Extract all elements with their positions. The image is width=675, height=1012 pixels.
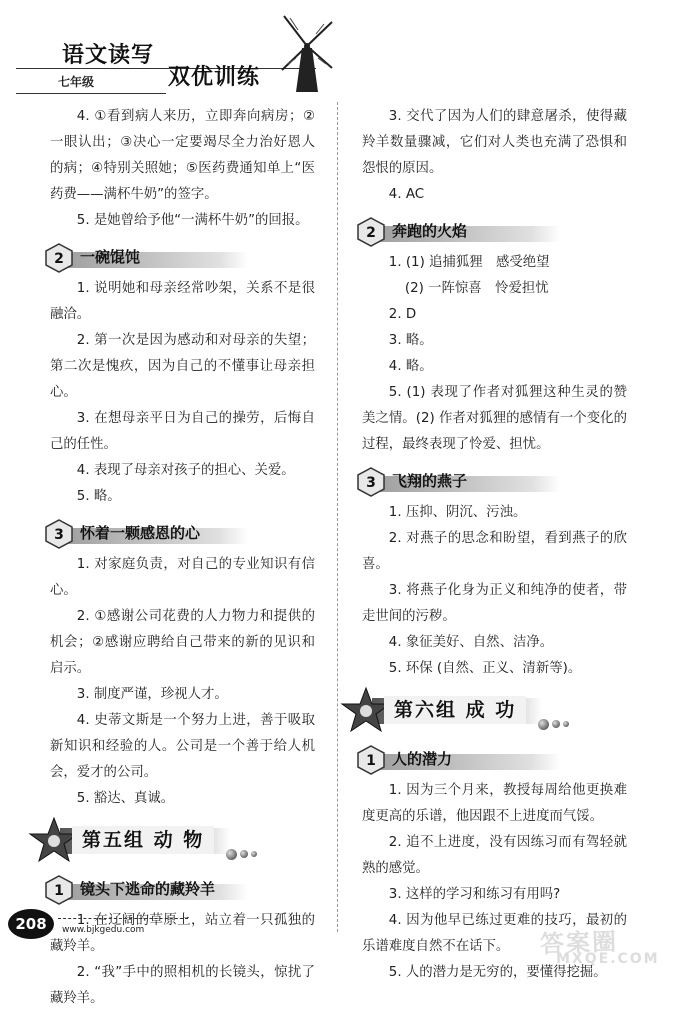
section-title: 镜头下逃命的藏羚羊: [80, 880, 216, 898]
header-rule-lower: [16, 93, 166, 94]
answer-item: 1. (1) 追捕狐狸 感受绝望: [388, 255, 550, 270]
answer-item: (2) 一阵惊喜 怜爱担忧: [404, 281, 549, 296]
svg-text:3: 3: [54, 527, 64, 543]
grade-label: 七年级: [58, 75, 95, 89]
answer-item: 5. 豁达、真诚。: [76, 791, 175, 806]
section-title: 人的潜力: [392, 750, 453, 768]
answer-item: 2. 追不上进度，没有因练习而有驾轻就熟的感觉。: [362, 835, 627, 876]
answer-item: 1. 因为三个月来，教授每周给他更换难度更高的乐谱，他因跟不上进度而气馁。: [362, 783, 627, 824]
group-title: 第五组 动 物: [72, 826, 214, 854]
answer-item: 4. 象征美好、自然、洁净。: [388, 635, 554, 650]
answer-item: 2. 第一次是因为感动和对母亲的失望；第二次是愧疚，因为自己的不懂事让母亲担心。: [50, 333, 315, 400]
column-divider: [337, 102, 338, 932]
answer-item: 3. 将燕子化身为正义和纯净的使者，带走世间的污秽。: [362, 583, 627, 624]
answer-item: 1. 压抑、阴沉、污浊。: [388, 505, 527, 520]
page-header: [0, 0, 675, 100]
group-title: 第六组 成 功: [384, 696, 526, 724]
svg-text:2: 2: [366, 225, 376, 241]
section-heading: [44, 240, 315, 274]
section-heading: [356, 464, 627, 498]
answer-item: 2. 对燕子的思念和盼望，看到燕子的欣喜。: [362, 531, 627, 572]
answer-item: 5. 是她曾给予他“一满杯牛奶”的回报。: [76, 213, 309, 228]
answer-item: 2. “我”手中的照相机的长镜头，惊扰了藏羚羊。: [50, 965, 315, 1006]
section-heading: [356, 214, 627, 248]
website-url: www.bjkgedu.com: [62, 925, 145, 935]
section-title: 飞翔的燕子: [392, 472, 468, 490]
answer-item: 4. 略。: [388, 359, 433, 374]
section-title: 怀着一颗感恩的心: [80, 524, 201, 542]
answer-item: 3. 在想母亲平日为自己的操劳，后悔自己的任性。: [50, 411, 315, 452]
answer-item: 4. 史蒂文斯是一个努力上进，善于吸取新知识和经验的人。公司是一个善于给人机会，爱才的公司。: [50, 713, 315, 780]
answer-item: 3. 这样的学习和练习有用吗?: [388, 887, 561, 902]
section-heading: [44, 872, 315, 906]
hexagon-number-badge-icon: [356, 745, 386, 775]
answer-item: 5. 略。: [76, 489, 121, 504]
watermark-url: MXQE.COM: [556, 951, 660, 967]
answer-item: 1. 说明她和母亲经常吵架，关系不是很融洽。: [50, 281, 315, 322]
watermark-logo: 答案圈: [539, 927, 619, 959]
answer-item: 5. (1) 表现了作者对狐狸这种生灵的赞美之情。(2) 作者对狐狸的感情有一个变化的过程，最终表现了怜爱、担忧。: [362, 385, 627, 452]
section-heading: [44, 516, 315, 550]
answer-item: 4. AC: [388, 187, 425, 202]
hexagon-number-badge-icon: [44, 519, 74, 549]
hexagon-number-badge-icon: [356, 467, 386, 497]
page-footer: [0, 905, 675, 972]
svg-text:1: 1: [54, 883, 64, 899]
svg-text:3: 3: [366, 475, 376, 491]
section-heading: [356, 742, 627, 776]
left-column: [50, 104, 315, 1012]
answer-item: 4. ①看到病人来历，立即奔向病房；②一眼认出；③决心一定要竭尽全力治好恩人的病；④特别关照她；⑤医药费通知单上“医药费——满杯牛奶”的签字。: [50, 109, 315, 202]
header-rule: [16, 68, 316, 69]
group-heading: [338, 686, 627, 736]
answer-item: 2. D: [388, 307, 417, 322]
answer-item: 4. 因为他早已练过更难的技巧，最初的乐谱难度自然不在话下。: [362, 913, 627, 954]
decorative-dots: [538, 712, 572, 738]
decorative-dots: [226, 842, 260, 868]
answer-item: 5. 人的潜力是无穷的，要懂得挖掘。: [388, 965, 607, 980]
answer-item: 5. 环保 (自然、正义、清新等)。: [388, 661, 582, 676]
answer-item: 3. 略。: [388, 333, 433, 348]
page-number: 208: [8, 909, 54, 939]
section-title: 一碗馄饨: [80, 248, 141, 266]
svg-text:2: 2: [54, 251, 64, 267]
answer-item: 3. 交代了因为人们的肆意屠杀，使得藏羚羊数量骤减，它们对人类也充满了恐惧和怨恨的原因。: [362, 109, 627, 176]
series-logo-line1: 语文读写: [62, 42, 155, 68]
group-heading: [26, 816, 315, 866]
svg-text:1: 1: [366, 753, 376, 769]
answer-item: 1. 在辽阔的草原上，站立着一只孤独的藏羚羊。: [50, 913, 315, 954]
series-logo-line2: 双优训练: [168, 64, 261, 90]
hexagon-number-badge-icon: [44, 243, 74, 273]
footer-rule: [58, 918, 188, 919]
answer-item: 1. 对家庭负责，对自己的专业知识有信心。: [50, 557, 315, 598]
answer-item: 3. 制度严谨，珍视人才。: [76, 687, 228, 702]
windmill-icon: [278, 8, 336, 94]
answer-item: 2. ①感谢公司花费的人力物力和提供的机会；②感谢应聘给自己带来的新的见识和启示。: [50, 609, 315, 676]
hexagon-number-badge-icon: [44, 875, 74, 905]
answer-item: 4. 表现了母亲对孩子的担心、关爱。: [76, 463, 295, 478]
hexagon-number-badge-icon: [356, 217, 386, 247]
right-column: [362, 104, 627, 986]
section-title: 奔跑的火焰: [392, 222, 468, 240]
